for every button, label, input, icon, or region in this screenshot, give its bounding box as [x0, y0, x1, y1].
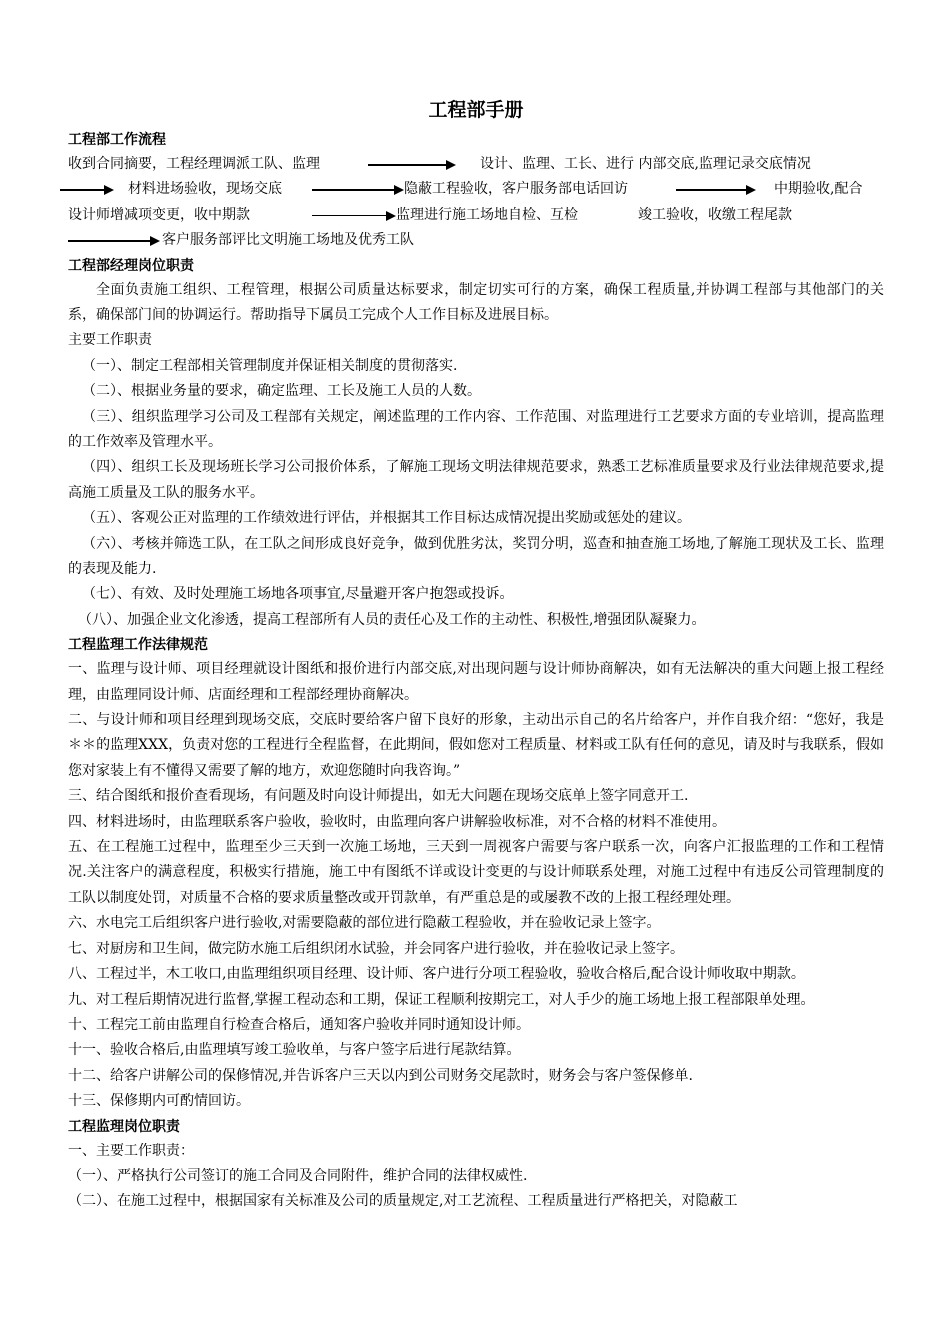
list-item: （一）、严格执行公司签订的施工合同及合同附件，维护合同的法律权威性. — [68, 1167, 528, 1184]
list-item: 十、工程完工前由监理自行检查合格后，通知客户验收并同时通知设计师。 — [68, 1016, 530, 1033]
list-item: 八、工程过半，木工收口,由监理组织项目经理、设计师、客户进行分项工程验收，验收合格后,配合设计师收取中期款。 — [68, 966, 805, 983]
list-item: 二、与设计师和项目经理到现场交底，交底时要给客户留下良好的形象，主动出示自己的名片给客户，并作自我介绍：“您好，我是＊＊的监理XXX，负责对您的工程进行全程监督，在此期间，假如您对工程质量、材料或工队有任何的意见，请及时与我联系，假如您对家装上有不懂得又需要了解的地方，欢迎您随时向我咨询。” — [68, 712, 884, 779]
list-item: （七）、有效、及时处理施工场地各项事宜,尽量避开客户抱怨或投诉。 — [82, 586, 514, 603]
list-item: 一、监理与设计师、项目经理就设计图纸和报价进行内部交底,对出现问题与设计师协商解决，如有无法解决的重大问题上报工程经理，由监理同设计师、店面经理和工程部经理协商解决。 — [68, 661, 884, 703]
list-item: （八）、加强企业文化渗透，提高工程部所有人员的责任心及工作的主动性、积极性,增强团队凝聚力。 — [78, 611, 706, 628]
list-item: （四）、组织工长及现场班长学习公司报价体系，了解施工现场文明法律规范要求，熟悉工艺标准质量要求及行业法律规范要求,提高施工质量及工队的服务水平。 — [68, 459, 884, 501]
list-item: 九、对工程后期情况进行监督,掌握工程动态和工期，保证工程顺利按期完工，对人手少的施工场地上报工程部限单处理。 — [68, 991, 815, 1008]
workflow-step: 中期验收,配合 — [774, 181, 863, 198]
workflow-step: 客户服务部评比文明施工场地及优秀工队 — [162, 232, 414, 249]
list-item: 十三、保修期内可酌情回访。 — [68, 1093, 250, 1110]
workflow-step: 收到合同摘要，工程经理调派工队、监理 — [68, 156, 320, 172]
arrow-right-icon — [60, 185, 114, 195]
arrow-right-icon — [68, 236, 160, 246]
arrow-right-icon — [312, 211, 396, 221]
list-item: （三）、组织监理学习公司及工程部有关规定，阐述监理的工作内容、工作范围、对监理进行工艺要求方面的专业培训，提高监理的工作效率及管理水平。 — [68, 408, 884, 450]
paragraph: 全面负责施工组织、工程管理，根据公司质量达标要求，制定切实可行的方案，确保工程质量,并协调工程部与其他部门的关系，确保部门间的协调运行。帮助指导下属员工完成个人工作目标及进展目标。 — [68, 281, 884, 323]
list-item: 六、水电完工后组织客户进行验收,对需要隐蔽的部位进行隐蔽工程验收，并在验收记录上签字。 — [68, 915, 661, 932]
list-item: 四、材料进场时，由监理联系客户验收，验收时，由监理向客户讲解验收标准，对不合格的材料不准使用。 — [68, 813, 726, 830]
list-item: （二）、根据业务量的要求，确定监理、工长及施工人员的人数。 — [82, 383, 481, 400]
list-item: 十一、验收合格后,由监理填写竣工验收单，与客户签字后进行尾款结算。 — [68, 1042, 521, 1059]
workflow-step: 设计、监理、工长、进行 内部交底,监理记录交底情况 — [480, 156, 811, 172]
list-item: （一）、制定工程部相关管理制度并保证相关制度的贯彻落实. — [82, 357, 458, 374]
workflow-step: 监理进行施工场地自检、互检 — [396, 206, 578, 223]
workflow-step: 材料进场验收，现场交底 — [128, 181, 282, 198]
workflow-step: 设计师增减项变更，收中期款 — [68, 206, 250, 223]
subheading: 一、主要工作职责： — [68, 1142, 194, 1159]
section-heading-workflow: 工程部工作流程 — [68, 132, 166, 148]
section-heading-manager-duties: 工程部经理岗位职责 — [68, 257, 194, 274]
workflow-step: 隐蔽工程验收，客户服务部电话回访 — [404, 181, 628, 198]
arrow-right-icon — [312, 185, 404, 195]
arrow-right-icon — [368, 160, 456, 170]
list-item: 三、结合图纸和报价查看现场，有问题及时向设计师提出，如无大问题在现场交底单上签字同意开工. — [68, 788, 689, 805]
list-item: （二）、在施工过程中，根据国家有关标准及公司的质量规定,对工艺流程、工程质量进行严格把关，对隐蔽工 — [68, 1193, 738, 1210]
list-item: 五、在工程施工过程中，监理至少三天到一次施工场地，三天到一周视客户需要与客户联系一次，向客户汇报监理的工作和工程情况.关注客户的满意程度，积极实行措施，施工中有图纸不详或设计变更的与设计师联系处理，对施工过程中有违反公司管理制度的工队以制度处罚，对质量不合格的要求质量整改或开罚款单，有严重总是的或屡教不改的上报工程经理处理。 — [68, 839, 884, 906]
document-title: 工程部手册 — [428, 99, 524, 121]
list-item: （六）、考核并筛选工队，在工队之间形成良好竞争，做到优胜劣汰，奖罚分明，巡查和抽查施工场地,了解施工现状及工长、监理的表现及能力. — [68, 535, 884, 578]
workflow-step: 竣工验收，收缴工程尾款 — [638, 206, 792, 223]
section-heading-supervision-norms: 工程监理工作法律规范 — [68, 637, 208, 654]
section-heading-supervisor-duties: 工程监理岗位职责 — [68, 1118, 180, 1135]
workflow-row-4 — [68, 228, 884, 253]
workflow-row-2 — [68, 177, 884, 202]
arrow-right-icon — [676, 185, 756, 195]
list-item: 七、对厨房和卫生间，做完防水施工后组织闭水试验，并会同客户进行验收，并在验收记录上签字。 — [68, 940, 684, 957]
workflow-row-1 — [68, 152, 884, 177]
list-item: 十二、给客户讲解公司的保修情况,并告诉客户三天以内到公司财务交尾款时，财务会与客户签保修单. — [68, 1067, 693, 1084]
document-page — [68, 92, 884, 1215]
list-item: （五）、客观公正对监理的工作绩效进行评估，并根据其工作目标达成情况提出奖励或惩处的建议。 — [82, 510, 691, 527]
subheading: 主要工作职责 — [68, 332, 152, 349]
workflow-row-3 — [68, 203, 884, 228]
